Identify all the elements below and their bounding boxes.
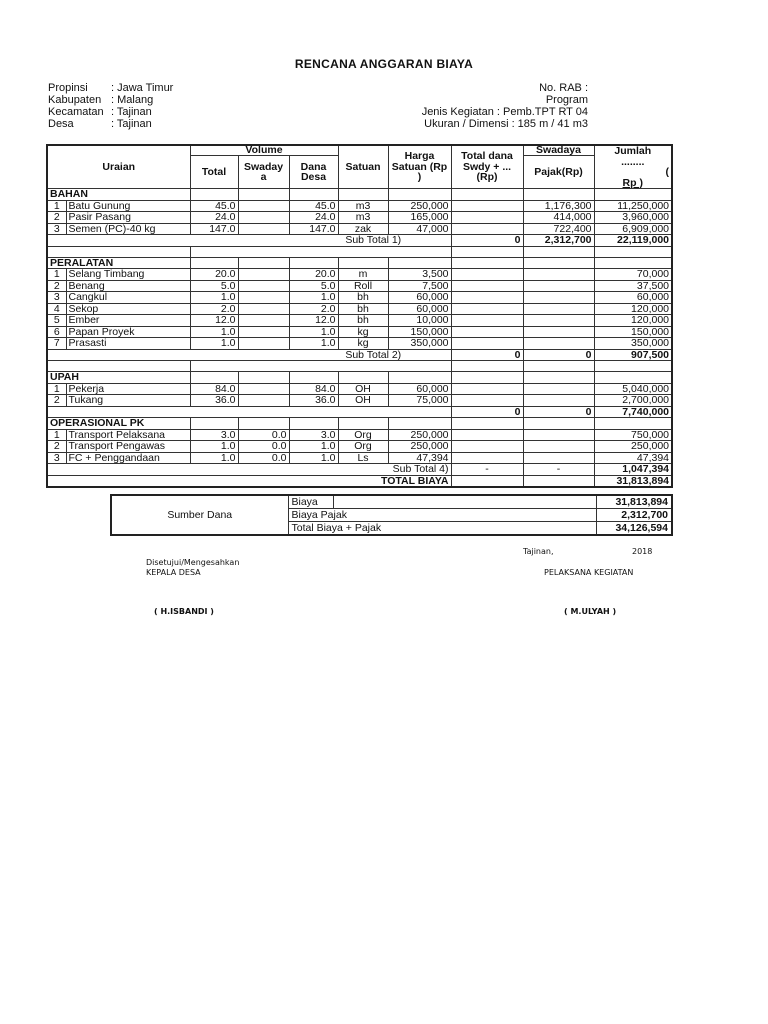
table-row: 2 Benang 5.0 5.0 Roll 7,500 37,500: [47, 280, 672, 292]
header-row-1: [47, 145, 672, 156]
col-harga-satuan: Harga Satuan (Rp ): [388, 145, 451, 189]
signatory-left: ( H.ISBANDI ): [154, 607, 214, 616]
funding-row-label: Biaya Pajak: [288, 509, 596, 522]
meta-value: : Malang: [111, 94, 154, 106]
funding-row-value: 34,126,594: [596, 522, 672, 536]
meta-value: : Tajinan: [111, 118, 152, 130]
signature-place: Tajinan,: [523, 547, 554, 556]
col-total: Total: [190, 156, 238, 189]
no-rab: No. RAB :: [539, 82, 588, 94]
grand-total-row: TOTAL BIAYA 31,813,894: [47, 475, 672, 487]
section-row: [47, 257, 672, 269]
pelaksana-label: PELAKSANA KEGIATAN: [544, 568, 634, 577]
table-row: 1 Transport Pelaksana 3.0 0.0 3.0 Org 250,000 750,000: [47, 429, 672, 441]
table-row: 1 Pekerja 84.0 84.0 OH 60,000 5,040,000: [47, 383, 672, 395]
funding-row-label: Biaya: [288, 495, 333, 509]
meta-kecamatan: [48, 106, 173, 118]
ukuran-dimensi: Ukuran / Dimensi : 185 m / 41 m3: [424, 118, 588, 130]
col-dana-desa: Dana Desa: [289, 156, 338, 189]
meta-value: : Tajinan: [111, 106, 152, 118]
col-total-dana: Total dana Swdy + ... (Rp): [451, 145, 523, 189]
section-row: [47, 372, 672, 384]
funding-source-table: [110, 494, 673, 536]
document-title: RENCANA ANGGARAN BIAYA: [294, 57, 474, 71]
col-uraian: Uraian: [47, 145, 190, 189]
table-row: 6 Papan Proyek 1.0 1.0 kg 150,000 150,000: [47, 326, 672, 338]
jumlah-dots: ........: [621, 155, 645, 168]
meta-propinsi: [48, 82, 173, 94]
signature-year: 2018: [632, 547, 653, 556]
section-row: [47, 418, 672, 430]
subtotal-row: Sub Total 2) 0 0 907,500: [47, 349, 672, 361]
funding-row-value: 2,312,700: [596, 509, 672, 522]
col-pajak: Pajak(Rp): [523, 156, 594, 189]
funding-row: [111, 495, 672, 509]
subtotal-row: 0 0 7,740,000: [47, 406, 672, 418]
meta-label: Kecamatan: [48, 106, 104, 118]
table-row: 5 Ember 12.0 12.0 bh 10,000 120,000: [47, 315, 672, 327]
meta-kabupaten: [48, 94, 173, 106]
section-title: PERALATAN: [47, 257, 190, 269]
section-title: UPAH: [47, 372, 190, 384]
meta-value: : Jawa Timur: [111, 82, 174, 94]
spacer-row: [47, 246, 672, 257]
subtotal-row: Sub Total 4) - - 1,047,394: [47, 464, 672, 476]
approval-label: Disetujui/Mengesahkan: [146, 558, 240, 567]
budget-table: [46, 144, 673, 488]
col-satuan: Satuan: [338, 145, 388, 189]
section-row: [47, 189, 672, 201]
section-title: OPERASIONAL PK: [47, 418, 190, 430]
subtotal-row: Sub Total 1) 0 2,312,700 22,119,000: [47, 235, 672, 247]
signatory-right: ( M.ULYAH ): [564, 607, 617, 616]
location-info: [48, 82, 173, 130]
meta-label: Propinsi: [48, 82, 88, 94]
table-row: 1 Selang Timbang 20.0 20.0 m 3,500 70,000: [47, 269, 672, 281]
meta-label: Kabupaten: [48, 94, 102, 106]
table-row: 3 Cangkul 1.0 1.0 bh 60,000 60,000: [47, 292, 672, 304]
jenis-kegiatan: Jenis Kegiatan : Pemb.TPT RT 04: [421, 106, 588, 118]
col-swadaya-top: Swadaya: [523, 145, 594, 156]
funding-source-label: Sumber Dana: [111, 495, 288, 535]
jumlah-label: Jumlah: [614, 145, 652, 157]
program: Program: [545, 94, 588, 106]
table-row: 2 Pasir Pasang 24.0 24.0 m3 165,000 414,000 3,960,000: [47, 212, 672, 224]
kepala-desa-label: KEPALA DESA: [146, 568, 201, 577]
table-row: 1 Batu Gunung 45.0 45.0 m3 250,000 1,176,300 11,250,000: [47, 200, 672, 212]
table-row: 3 FC + Penggandaan 1.0 0.0 1.0 Ls 47,394 47,394: [47, 452, 672, 464]
funding-row-value: 31,813,894: [596, 495, 672, 509]
meta-label: Desa: [48, 118, 74, 130]
project-info: [422, 82, 588, 130]
col-swadaya: Swaday a: [238, 156, 289, 189]
funding-row-label: Total Biaya + Pajak: [288, 522, 596, 536]
spacer-row: [47, 361, 672, 372]
col-volume: Volume: [190, 145, 338, 156]
section-title: BAHAN: [47, 189, 190, 201]
table-row: 3 Semen (PC)-40 kg 147.0 147.0 zak 47,000 722,400 6,909,000: [47, 223, 672, 235]
jumlah-rp: Rp ): [622, 176, 643, 189]
meta-desa: [48, 118, 173, 130]
col-jumlah: [594, 145, 672, 189]
jumlah-paren: (: [665, 166, 670, 178]
table-row: 2 Transport Pengawas 1.0 0.0 1.0 Org 250,000 250,000: [47, 441, 672, 453]
table-row: 7 Prasasti 1.0 1.0 kg 350,000 350,000: [47, 338, 672, 350]
table-row: 2 Tukang 36.0 36.0 OH 75,000 2,700,000: [47, 395, 672, 407]
table-row: 4 Sekop 2.0 2.0 bh 60,000 120,000: [47, 303, 672, 315]
